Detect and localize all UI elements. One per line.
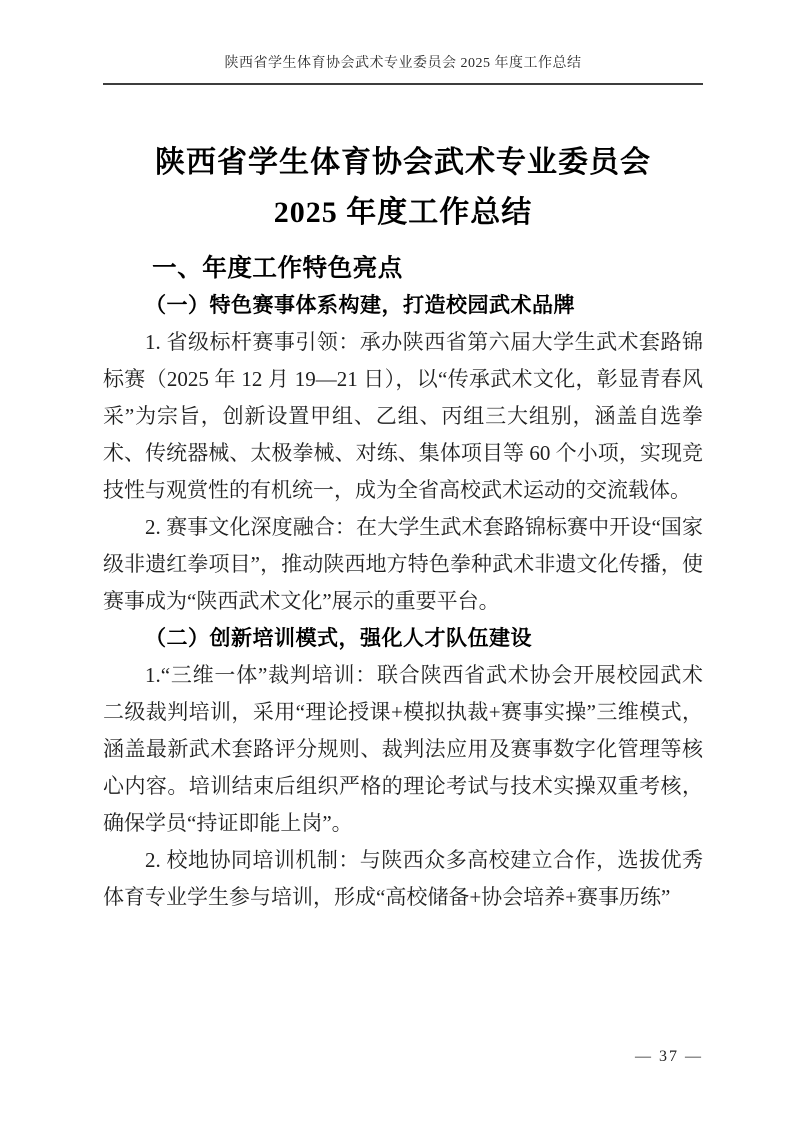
subsection-heading-1-2: （二）创新培训模式，强化人才队伍建设: [145, 626, 532, 650]
running-header-text: 陕西省学生体育协会武术专业委员会 2025 年度工作总结: [224, 56, 582, 71]
document-title-line1: 陕西省学生体育协会武术专业委员会: [155, 146, 651, 179]
paragraph-4: 2. 校地协同培训机制：与陕西众多高校建立合作，选拔优秀体育专业学生参与培训，形成“高校储备+协会培养+赛事历练”: [103, 848, 703, 909]
document-body: [103, 250, 703, 916]
document-title-line2: 2025 年度工作总结: [273, 196, 533, 229]
section-heading-1: 一、年度工作特色亮点: [152, 255, 403, 282]
page-number: — 37 —: [635, 1048, 703, 1065]
paragraph-2: 2. 赛事文化深度融合：在大学生武术套路锦标赛中开设“国家级非遗红拳项目”，推动陕西地方特色拳种武术非遗文化传播，使赛事成为“陕西武术文化”展示的重要平台。: [103, 515, 703, 613]
subsection-heading-1-1: （一）特色赛事体系构建，打造校园武术品牌: [145, 293, 575, 317]
paragraph-3: 1.“三维一体”裁判培训：联合陕西省武术协会开展校园武术二级裁判培训，采用“理论授课+模拟执裁+赛事实操”三维模式，涵盖最新武术套路评分规则、裁判法应用及赛事数字化管理等核心内容。培训结束后组织严格的理论考试与技术实操双重考核，确保学员“持证即能上岗”。: [103, 663, 703, 835]
running-header: [103, 54, 703, 85]
paragraph-1: 1. 省级标杆赛事引领：承办陕西省第六届大学生武术套路锦标赛（2025 年 12 月 19—21 日），以“传承武术文化，彰显青春风采”为宗旨，创新设置甲组、乙组、丙组三大组别，涵盖自选拳术、传统器械、太极拳械、对练、集体项目等 60 个小项，实现竞技性与观赏性的有机统一，成为全省高校武术运动的交流载体。: [103, 330, 703, 502]
document-title: [103, 138, 703, 238]
